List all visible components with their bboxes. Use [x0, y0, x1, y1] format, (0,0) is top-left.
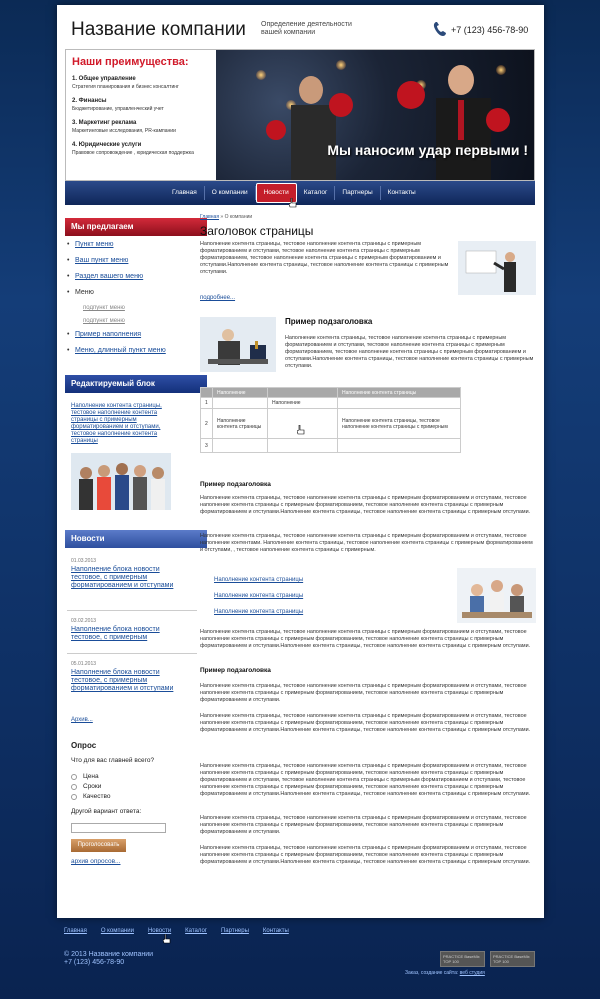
- footer-nav: [64, 928, 289, 934]
- news-date: 03.02.2013: [71, 618, 97, 624]
- content-link[interactable]: Наполнение контента страницы: [214, 609, 304, 615]
- company-name[interactable]: Название компании: [71, 19, 246, 40]
- news-date: 01.03.2013: [71, 558, 97, 564]
- news-heading: Новости: [65, 530, 207, 548]
- footer-link-partners[interactable]: Партнеры: [220, 928, 249, 934]
- poll-option-label: Сроки: [83, 783, 102, 790]
- news-link[interactable]: Наполнение блока новости тестовое, с примерным форматированием и отступами: [71, 566, 174, 589]
- sidebar-subitem[interactable]: подпункт меню: [83, 305, 125, 311]
- footer-link-contacts[interactable]: Контакты: [262, 928, 289, 934]
- businessman-photo: [200, 317, 276, 372]
- poll-title: Опрос: [71, 741, 97, 750]
- advantages-block: [66, 50, 216, 180]
- advantage-title: 2. Финансы: [72, 98, 107, 104]
- sidebar-item-long[interactable]: • Меню, длинный пункт меню: [67, 347, 207, 354]
- nav-item-home[interactable]: Главная: [165, 186, 205, 200]
- poll-question: Что для вас главней всего?: [71, 757, 155, 764]
- poll-option-label: Цена: [83, 773, 99, 780]
- read-more-link[interactable]: подробнее...: [200, 295, 236, 301]
- editable-block-heading: Редактируемый блок: [65, 375, 207, 393]
- table-header-cell: Наполнение контента страницы: [338, 388, 461, 398]
- paragraph-7: Наполнение контента страницы, тестовое наполнение контента страницы с примерным форматированием и отступами, тестовое наполнение контента страницы с примерным форматированием, тестовое наполнение контента страницы с примерным форматированием и отступами.: [200, 815, 527, 835]
- company-slogan: Определение деятельности вашей компании: [261, 21, 352, 36]
- poll-option[interactable]: [71, 783, 101, 790]
- poll-other-label: Другой вариант ответа:: [71, 808, 142, 815]
- subheading-3: Пример подзаголовка: [200, 667, 271, 674]
- sidebar-item-example[interactable]: • Пример наполнения: [67, 331, 207, 338]
- footer-link-about[interactable]: О компании: [100, 928, 134, 934]
- table-cell: 2: [201, 409, 213, 439]
- breadcrumb-current: О компании: [224, 214, 253, 220]
- table-cell: Наполнение контента страницы, тестовое наполнение контента страницы с примерным: [338, 409, 461, 439]
- poll-option[interactable]: [71, 793, 110, 800]
- hero-banner: [65, 49, 535, 181]
- radio-button[interactable]: [71, 784, 77, 790]
- news-item: [71, 661, 191, 693]
- nav-item-contacts[interactable]: Контакты: [387, 189, 416, 196]
- nav-item-catalog[interactable]: Каталог: [297, 186, 336, 200]
- vote-button[interactable]: Проголосовать: [71, 839, 126, 852]
- news-link[interactable]: Наполнение блока новости тестовое, с примерным: [71, 626, 160, 641]
- counter-badge[interactable]: PRACTICE BaseMix TOP 100: [440, 951, 485, 967]
- table-header-row: [201, 388, 461, 398]
- nav-item-partners[interactable]: Партнеры: [335, 186, 380, 200]
- advantage-item: [72, 76, 210, 90]
- sidebar-item-menu-parent[interactable]: • Меню: [67, 289, 207, 296]
- advantage-desc: Бюджетирование, управленческий учет: [72, 106, 164, 112]
- hand-cursor-icon: [297, 425, 305, 435]
- phone-icon: [433, 21, 447, 39]
- advantage-desc: Правовое сопровождение , юридическая поддержка: [72, 150, 194, 156]
- table-cell: 1: [201, 398, 213, 409]
- news-archive-link[interactable]: Архив...: [71, 717, 93, 723]
- phone-number: +7 (123) 456-78-90: [451, 25, 529, 35]
- advantage-title: 4. Юридические услуги: [72, 142, 142, 148]
- table-header-cell: Наполнение: [213, 388, 268, 398]
- paragraph-2: Наполнение контента страницы, тестовое наполнение контента страницы с примерным форматированием и отступами, тестовое наполнение контентами. Наполнение контента страницы, тестовое наполнение контента страницы с примерным форматированием и отступами, , тестовое наполнение контента страницы с примерным.: [200, 533, 533, 553]
- sidebar-item-menu[interactable]: • Пункт меню: [67, 241, 207, 248]
- subsection-1-paragraph: Наполнение контента страницы, тестовое наполнение контента страницы с примерным форматированием и отступами, тестовое наполнение контента страницы с примерным форматированием, тестовое наполнение контента страницы с примерным форматированием и отступами.Наполнение контента страницы, тестовое наполнение контента страницы с примерным отступами.: [285, 335, 534, 369]
- paragraph-8: Наполнение контента страницы, тестовое наполнение контента страницы с примерным форматированием и отступами, тестовое наполнение контента страницы с примерным форматированием, тестовое наполнение контента страницы с примерным форматированием и отступами.Наполнение контента страницы, тестовое наполнение контента страницы с примерным отступами.: [200, 845, 531, 865]
- content-link[interactable]: Наполнение контента страницы: [214, 577, 304, 583]
- news-item: [71, 618, 191, 642]
- news-date: 05.01.2013: [71, 661, 97, 667]
- table-cell: [213, 439, 268, 453]
- sidebar-item-section[interactable]: • Раздел вашего меню: [67, 273, 207, 280]
- nav-item-news[interactable]: Новости: [256, 183, 297, 203]
- hand-cursor-icon: [163, 934, 171, 944]
- table-cell: 3: [201, 439, 213, 453]
- footer-link-catalog[interactable]: Каталог: [185, 928, 207, 934]
- subheading-2: Пример подзаголовка: [200, 481, 271, 488]
- table-row: [201, 398, 461, 409]
- subheading-1: Пример подзаголовка: [285, 317, 373, 326]
- news-item: [71, 558, 191, 590]
- web-studio-link[interactable]: веб студия: [459, 970, 485, 976]
- editable-block-text[interactable]: Наполнение контента страницы, тестовое наполнение контента страницы с примерным форматированием и отступами, тестовое наполнение контента страницы: [71, 403, 162, 444]
- paragraph-5: Наполнение контента страницы, тестовое наполнение контента страницы с примерным форматированием и отступами, тестовое наполнение контента страницы с примерным форматированием, тестовое наполнение контента страницы с примерным форматированием и отступами.Наполнение контента страницы, тестовое наполнение контента страницы с примерным отступами.: [200, 713, 531, 733]
- copyright-text: © 2013 Название компании: [64, 951, 154, 958]
- radio-button[interactable]: [71, 774, 77, 780]
- poll-archive-link[interactable]: архив опросов...: [71, 858, 121, 865]
- advantage-title: 3. Маркетинг реклама: [72, 120, 137, 126]
- advantage-item: [72, 98, 210, 112]
- advantage-desc: Маркетинговые исследования, PR-кампании: [72, 128, 176, 134]
- counter-badge[interactable]: PRACTICE BaseMix TOP 100: [490, 951, 535, 967]
- poll-option[interactable]: [71, 773, 99, 780]
- table-row: [201, 439, 461, 453]
- advantage-desc: Стратегия планирования и бизнес консалтинг: [72, 84, 179, 90]
- paragraph-1: Наполнение контента страницы, тестовое наполнение контента страницы с примерным форматированием и отступами, тестовое наполнение контента страницы с примерным форматированием, тестовое наполнение контента страницы с примерным форматированием и отступами.Наполнение контента страницы, тестовое наполнение контента страницы с примерным отступами.: [200, 495, 531, 515]
- footer-copyright: [64, 951, 153, 967]
- footer-order: [405, 970, 485, 976]
- paragraph-3: Наполнение контента страницы, тестовое наполнение контента страницы с примерным форматированием и отступами, тестовое наполнение контента страницы с примерным форматированием, тестовое наполнение контента страницы с примерным форматированием и отступами.Наполнение контента страницы, тестовое наполнение контента страницы с примерным отступами.: [200, 629, 531, 649]
- content-table: [200, 387, 461, 453]
- news-link[interactable]: Наполнение блока новости тестовое, с примерным форматированием и отступами: [71, 669, 174, 692]
- footer-link-home[interactable]: Главная: [64, 928, 87, 934]
- order-label: Заказ, создание сайта:: [405, 970, 459, 976]
- boxers-banner-image: [216, 50, 535, 180]
- table-row: [201, 409, 461, 439]
- footer-link-news[interactable]: Новости: [147, 928, 172, 934]
- breadcrumb: [200, 214, 252, 220]
- news-divider: [67, 653, 197, 654]
- advantages-title: Наши преимущества:: [72, 56, 189, 68]
- header-phone: [433, 21, 528, 39]
- breadcrumb-separator: »: [219, 214, 225, 220]
- table-header-cell: [268, 388, 338, 398]
- table-cell: [268, 439, 338, 453]
- presenter-photo: [458, 241, 536, 295]
- banner-caption: Мы наносим удар первыми !: [327, 142, 528, 158]
- breadcrumb-home[interactable]: Главная: [200, 214, 220, 220]
- content-links: [214, 577, 303, 625]
- table-cell: [213, 398, 268, 409]
- sidebar-subitem[interactable]: подпункт меню: [83, 318, 125, 324]
- paragraph-6: Наполнение контента страницы, тестовое наполнение контента страницы с примерным форматированием и отступами, тестовое наполнение контента страницы с примерным форматированием, тестовое наполнение контента страницы с примерным форматированием и отступами, тестовое наполнение контента страницы с примерным форматированием и отступами, тестовое наполнение контента страницы с примерным форматированием, тестовое наполнение контента страницы с примерным форматированием и отступами.Наполнение контента страницы, тестовое наполнение контента страницы с примерным отступами.: [200, 763, 531, 797]
- page-container: [57, 5, 544, 918]
- hand-cursor-icon: [289, 198, 297, 208]
- footer-phone: +7 (123) 456-78-90: [64, 959, 125, 966]
- team-photo: [71, 453, 171, 510]
- sidebar-item-your-menu[interactable]: • Ваш пункт меню: [67, 257, 207, 264]
- page-title: Заголовок страницы: [200, 224, 314, 238]
- table-cell: Наполнение: [268, 398, 338, 409]
- nav-item-about[interactable]: О компании: [205, 186, 256, 200]
- table-cell: [338, 398, 461, 409]
- paragraph-4: Наполнение контента страницы, тестовое наполнение контента страницы с примерным форматированием и отступами, тестовое наполнение контента страницы с примерным форматированием, тестовое наполнение контента страницы с примерным форматированием и отступами.: [200, 683, 527, 703]
- sidebar-menu: [67, 241, 207, 363]
- advantage-item: [72, 120, 210, 134]
- advantage-title: 1. Общее управление: [72, 76, 136, 82]
- poll-other-input[interactable]: [71, 823, 166, 833]
- meeting-photo: [457, 568, 536, 623]
- poll-option-label: Качество: [83, 793, 111, 800]
- main-nav: [65, 181, 535, 205]
- radio-button[interactable]: [71, 794, 77, 800]
- advantage-item: [72, 142, 210, 156]
- news-divider: [67, 610, 197, 611]
- content-link[interactable]: Наполнение контента страницы: [214, 593, 304, 599]
- offer-heading: Мы предлагаем: [65, 218, 207, 236]
- table-header-cell: [201, 388, 213, 398]
- table-cell: [338, 439, 461, 453]
- table-cell: Наполнение контента страницы: [213, 409, 268, 439]
- intro-paragraph: Наполнение контента страницы, тестовое наполнение контента страницы с примерным форматированием и отступами, тестовое наполнение контента страницы с примерным форматированием, тестовое наполнение контента страницы с примерным форматированием и отступами.Наполнение контента страницы, тестовое наполнение контента страницы с примерным отступами.: [200, 241, 449, 275]
